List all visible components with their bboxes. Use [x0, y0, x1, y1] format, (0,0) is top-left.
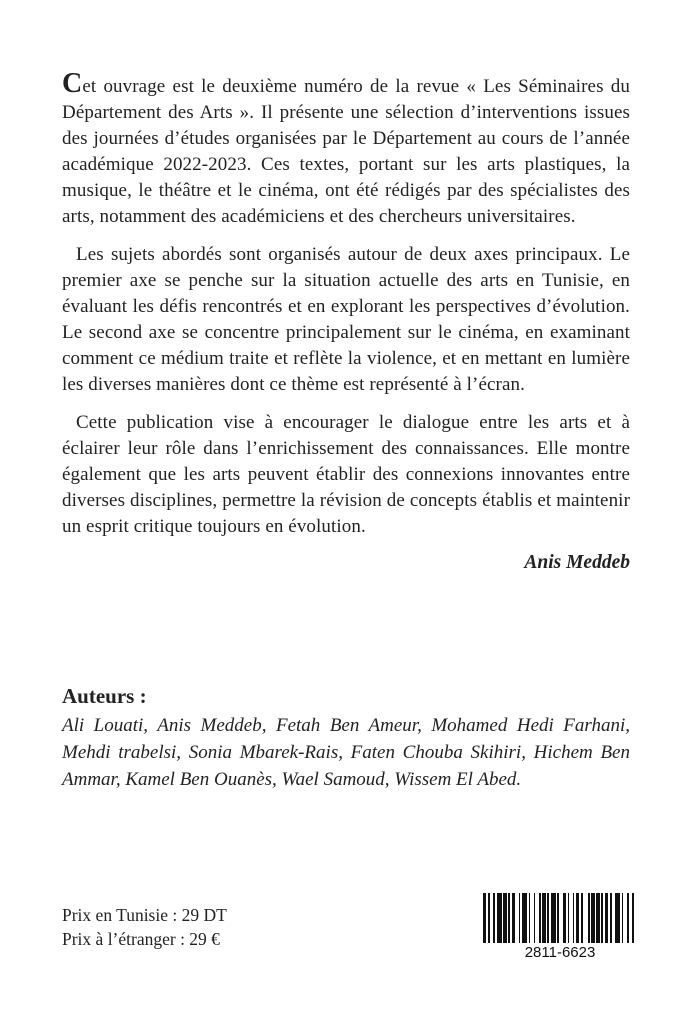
- price-tunisia: Prix en Tunisie : 29 DT: [62, 905, 227, 925]
- barcode-icon: [483, 893, 637, 943]
- dropcap-letter: C: [62, 68, 83, 99]
- price-abroad: Prix à l’étranger : 29 €: [62, 929, 220, 949]
- authors-list: Ali Louati, Anis Meddeb, Fetah Ben Ameur, Mohamed Hedi Farhani, Mehdi trabelsi, Sonia Mbarek-Rais, Faten Chouba Skihiri, Hichem Ben Ammar, Kamel Ben Ouanès, Wael Samoud, Wissem El Abed.: [62, 715, 630, 790]
- synopsis-paragraph-2: Les sujets abordés sont organisés autour de deux axes principaux. Le premier axe se penche sur la situation actuelle des arts en Tunisie, en évaluant les défis rencontrés et en explorant les perspectives d’évolution. Le second axe se concentre principalement sur le cinéma, en examinant comment ce médium traite et reflète la violence, et en mettant en lumière les diverses manières dont ce thème est représenté à l’écran.: [62, 244, 630, 395]
- barcode-block: [483, 893, 637, 962]
- synopsis-section: [62, 70, 630, 574]
- author-signature: Anis Meddeb: [524, 552, 630, 573]
- pricing-section: [62, 903, 227, 951]
- synopsis-paragraph-1-text: et ouvrage est le deuxième numéro de la revue « Les Séminaires du Département des Arts ». Il présente une sélection d’interventions issues des journées d’études organisées par le Département au cours de l’année académique 2022-2023. Ces textes, portant sur les arts plastiques, la musique, le théâtre et le cinéma, ont été rédigés par des spécialistes des arts, notamment des académiciens et des chercheurs universitaires.: [62, 76, 630, 227]
- barcode-number: 2811-6623: [524, 944, 596, 961]
- authors-heading: Auteurs :: [62, 684, 147, 708]
- authors-section: [62, 684, 630, 793]
- synopsis-paragraph-1: [62, 70, 630, 230]
- synopsis-paragraph-3: Cette publication vise à encourager le dialogue entre les arts et à éclairer leur rôle dans l’enrichissement des connaissances. Elle montre également que les arts peuvent établir des connexions innovantes entre diverses disciplines, permettre la révision de concepts établis et maintenir un esprit critique toujours en évolution.: [62, 412, 630, 537]
